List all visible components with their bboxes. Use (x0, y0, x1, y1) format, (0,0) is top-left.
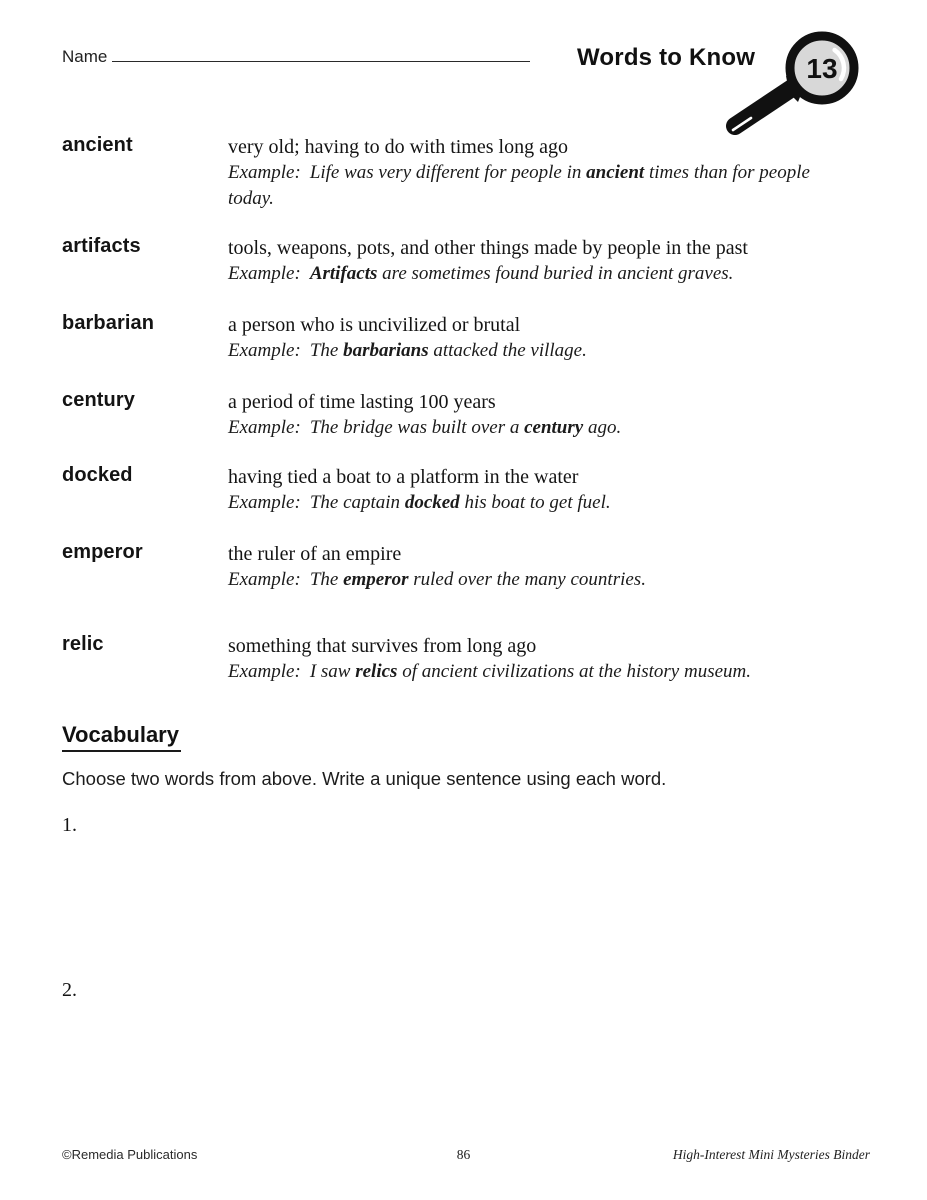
example-text: The (309, 569, 344, 590)
footer-page-number: 86 (456, 1147, 471, 1162)
question-number-2: 2. (62, 979, 77, 1001)
definition: having tied a boat to a platform in the water (228, 466, 579, 488)
example-sentence (228, 567, 828, 593)
example-label: Example: (228, 417, 301, 438)
example-term: ancient (586, 162, 645, 183)
term: barbarian (62, 312, 155, 334)
term: emperor (62, 541, 143, 563)
example-text: ruled over the many countries. (408, 569, 646, 590)
example-label: Example: (228, 162, 301, 183)
example-label: Example: (228, 569, 301, 590)
example-label: Example: (228, 492, 301, 513)
badge-number: 13 (806, 53, 838, 84)
example-label: Example: (228, 340, 301, 361)
example-text: are sometimes found buried in ancient graves. (377, 263, 734, 284)
definition: a person who is uncivilized or brutal (228, 314, 521, 336)
example-term: barbarians (343, 340, 429, 361)
name-row (62, 46, 530, 67)
example-term: emperor (343, 569, 409, 590)
footer-copyright: ©Remedia Publications (62, 1147, 198, 1162)
page-title: Words to Know (577, 44, 756, 71)
word-entry-docked (62, 464, 862, 516)
question-number-1: 1. (62, 814, 77, 836)
term: century (62, 389, 135, 411)
word-entry-ancient (62, 134, 862, 212)
example-sentence (228, 338, 828, 364)
definition-block (228, 389, 828, 441)
answer-space-2[interactable] (90, 979, 860, 1099)
vocabulary-instructions: Choose two words from above. Write a unique sentence using each word. (62, 768, 667, 789)
word-entry-century (62, 389, 862, 441)
example-text: The (309, 340, 344, 361)
word-entry-barbarian (62, 312, 862, 364)
vocabulary-heading: Vocabulary (62, 722, 181, 752)
definition: a period of time lasting 100 years (228, 391, 496, 413)
example-sentence (228, 261, 828, 287)
example-text: I saw (309, 661, 356, 682)
example-text: his boat to get fuel. (459, 492, 611, 513)
example-text: The captain (309, 492, 405, 513)
word-entry-relic (62, 633, 862, 685)
definition: very old; having to do with times long ago (228, 136, 568, 158)
word-entry-artifacts (62, 235, 862, 287)
definition: the ruler of an empire (228, 543, 402, 565)
term: ancient (62, 134, 133, 156)
example-label: Example: (228, 263, 301, 284)
example-term: Artifacts (309, 263, 378, 284)
term: relic (62, 633, 104, 655)
definition-block (228, 235, 828, 287)
definition-block (228, 464, 828, 516)
example-sentence (228, 490, 828, 516)
name-label: Name (62, 47, 108, 66)
definition-block (228, 312, 828, 364)
example-term: relics (355, 661, 398, 682)
example-text: times than for people today. (228, 162, 810, 209)
example-text: of ancient civilizations at the history museum. (397, 661, 752, 682)
definition: something that survives from long ago (228, 635, 537, 657)
example-sentence (228, 415, 828, 441)
example-label: Example: (228, 661, 301, 682)
example-text: Life was very different for people in (309, 162, 587, 183)
example-term: century (524, 417, 584, 438)
example-text: ago. (583, 417, 622, 438)
definition-block (228, 541, 828, 593)
word-entry-emperor (62, 541, 862, 593)
term: artifacts (62, 235, 141, 257)
answer-space-1[interactable] (90, 814, 860, 934)
example-term: docked (404, 492, 460, 513)
example-sentence (228, 160, 828, 212)
example-text: attacked the village. (428, 340, 587, 361)
example-sentence (228, 659, 828, 685)
footer-source-title: High-Interest Mini Mysteries Binder (672, 1147, 870, 1162)
example-text: The bridge was built over a (309, 417, 525, 438)
magnifying-glass-icon (718, 20, 872, 138)
definition-block (228, 633, 828, 685)
term: docked (62, 464, 133, 486)
definition: tools, weapons, pots, and other things made by people in the past (228, 237, 748, 259)
definition-block (228, 134, 828, 212)
name-input-line[interactable] (112, 46, 530, 62)
